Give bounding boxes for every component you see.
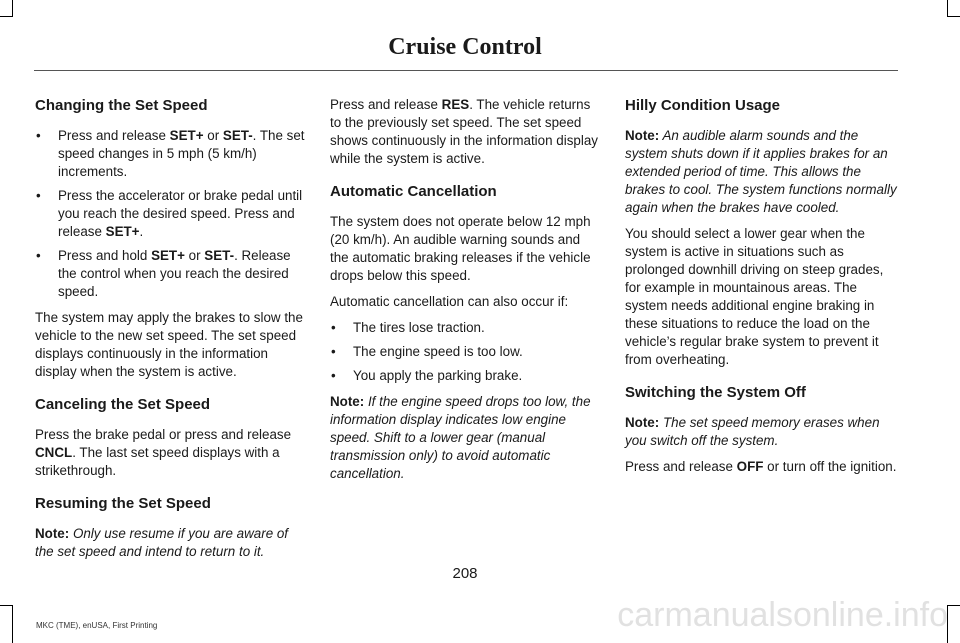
text: or turn off the ignition.: [763, 459, 897, 474]
crop-mark-top-left-h: [0, 16, 13, 17]
note-memory-erases: [625, 414, 897, 450]
column-2: [330, 96, 602, 491]
note-text: If the engine speed drops too low, the information display indicates low engine speed. Shift to a lower gear (manual transmission only) to avoid automatic cancellation.: [330, 394, 591, 481]
page-number: 208: [452, 565, 478, 582]
crop-mark-bottom-left-v: [12, 605, 13, 643]
list-item: • The engine speed is too low.: [330, 343, 602, 361]
text: . The last set speed displays with a strikethrough.: [35, 445, 280, 478]
paragraph-auto-cancel-speed: The system does not operate below 12 mph (20 km/h). An audible warning sounds and the automatic braking releases if the vehicle drops below this speed.: [330, 214, 591, 283]
list-item: • The tires lose traction.: [330, 319, 602, 337]
keyword-set-plus: SET+: [105, 224, 140, 239]
heading-switching-system-off: Switching the System Off: [625, 384, 806, 401]
paragraph-auto-cancel-intro: Automatic cancellation can also occur if:: [330, 294, 569, 309]
keyword-set-plus: SET+: [151, 248, 185, 263]
watermark: carmanualsonline.info: [617, 596, 948, 634]
keyword-set-minus: SET-: [222, 128, 253, 143]
paragraph-canceling: [35, 426, 306, 480]
text: Press and hold: [58, 248, 152, 263]
list-item: [35, 127, 306, 181]
page-title: Cruise Control: [388, 34, 542, 60]
note-text: The set speed memory erases when you switch off the system.: [625, 415, 880, 448]
note-audible-alarm: [625, 127, 897, 217]
note-resuming: [35, 525, 306, 561]
keyword-set-plus: SET+: [169, 128, 204, 143]
text: Press the accelerator or brake pedal until you reach the desired speed. Press and release: [58, 188, 303, 239]
column-3: [625, 96, 897, 484]
heading-automatic-cancellation: Automatic Cancellation: [330, 183, 497, 200]
note-low-engine-speed: [330, 393, 602, 483]
keyword-cncl: CNCL: [35, 445, 73, 460]
crop-mark-bottom-left-h: [0, 605, 13, 606]
note-label: Note:: [330, 394, 365, 409]
list-item: [35, 187, 306, 241]
note-text: Only use resume if you are aware of the set speed and intend to return to it.: [35, 526, 289, 559]
heading-hilly-condition-usage: Hilly Condition Usage: [625, 97, 781, 114]
note-label: Note:: [35, 526, 70, 541]
note-label: Note:: [625, 128, 660, 143]
text: . Release the control when you reach the desired speed.: [58, 248, 291, 299]
paragraph-res: [330, 96, 602, 168]
print-info: MKC (TME), enUSA, First Printing: [36, 621, 158, 630]
note-text: An audible alarm sounds and the system shuts down if it applies brakes for an extended period of time. This allows the brakes to cool. The system functions normally again when the brakes have cooled.: [625, 128, 897, 215]
list-item: [35, 247, 306, 301]
paragraph-set-speed-brakes: The system may apply the brakes to slow the vehicle to the new set speed. The set speed displays continuously in the information display when the system is active.: [35, 310, 303, 379]
heading-canceling-set-speed: Canceling the Set Speed: [35, 396, 211, 413]
crop-mark-top-right-h: [947, 16, 960, 17]
header-divider: [34, 70, 898, 71]
heading-resuming-set-speed: Resuming the Set Speed: [35, 495, 211, 512]
crop-mark-top-right-v: [947, 0, 948, 16]
paragraph-switch-off: [625, 458, 897, 476]
crop-mark-top-left-v: [12, 0, 13, 16]
text: . The set speed changes in 5 mph (5 km/h) increments.: [58, 128, 305, 179]
keyword-off: OFF: [736, 459, 764, 474]
list-item: • You apply the parking brake.: [330, 367, 602, 385]
text: Press and release: [330, 97, 442, 112]
text: Press and release: [58, 128, 170, 143]
keyword-res: RES: [441, 97, 470, 112]
text: or: [203, 128, 223, 143]
note-label: Note:: [625, 415, 660, 430]
paragraph-lower-gear: You should select a lower gear when the system is active in situations such as prolonged downhill driving on steep grades, for example in mountainous areas. The system needs additional engine braking in these situations to reduce the load on the vehicle’s regular brake system to prevent it from overheating.: [625, 226, 884, 367]
text: Press the brake pedal or press and release: [35, 427, 292, 442]
text: or: [184, 248, 205, 263]
column-1: [35, 96, 306, 569]
changing-speed-list: [35, 127, 306, 301]
text: .: [139, 224, 144, 239]
auto-cancel-list: [330, 319, 602, 385]
text: Press and release: [625, 459, 737, 474]
keyword-set-minus: SET-: [204, 248, 235, 263]
crop-mark-bottom-right-h: [947, 605, 960, 606]
text: . The vehicle returns to the previously set speed. The set speed shows continuously in the information display while the system is active.: [330, 97, 598, 166]
heading-changing-set-speed: Changing the Set Speed: [35, 97, 208, 114]
